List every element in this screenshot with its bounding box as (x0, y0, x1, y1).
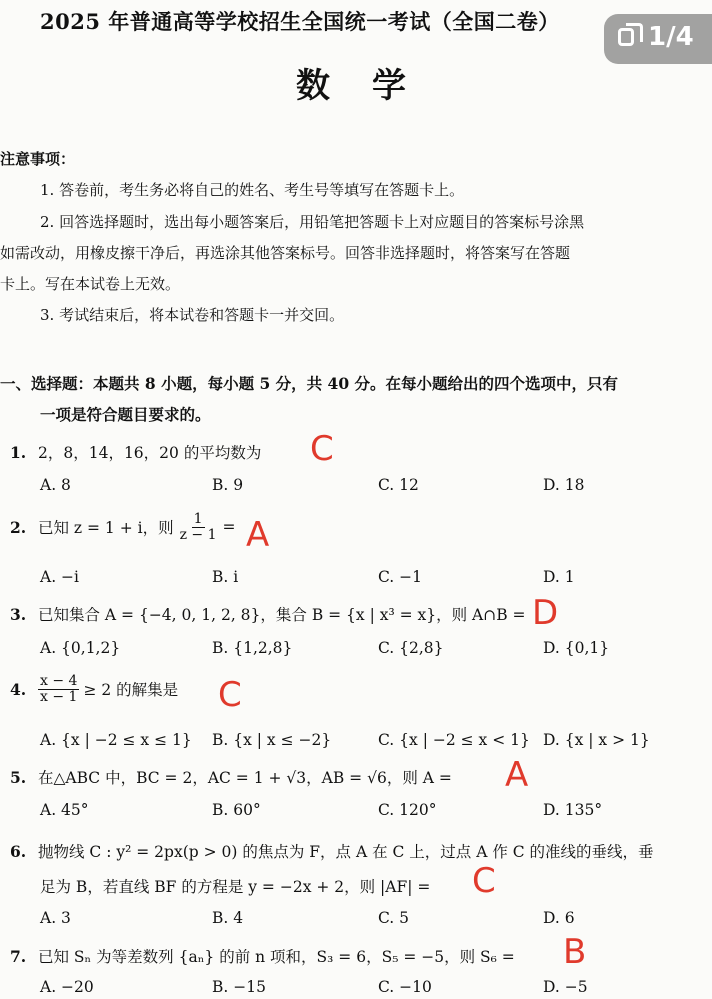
answer-mark: C (218, 675, 242, 715)
answer-mark: C (472, 861, 496, 901)
page-indicator-text: 1/4 (648, 22, 694, 52)
option-c: C. {2,8} (378, 639, 444, 657)
option-a: A. −20 (40, 978, 94, 996)
question-text: 已知 Sₙ 为等差数列 {aₙ} 的前 n 项和，S₃ = 6，S₅ = −5，则 S₆ = (38, 948, 515, 966)
question-number: 1. (10, 443, 27, 462)
fraction-numerator: x − 4 (40, 673, 78, 689)
question-6-cont: 足为 B，若直线 BF 的方程是 y = −2x + 2，则 |AF| = (40, 878, 431, 896)
option-b: B. {x | x ≤ −2} (212, 731, 332, 749)
question-text: 在△ABC 中，BC = 2，AC = 1 + √3，AB = √6，则 A = (38, 769, 452, 787)
question-2 (10, 512, 236, 542)
question-4 (10, 674, 178, 704)
answer-mark: A (505, 755, 529, 795)
answer-mark: D (532, 593, 559, 633)
section-heading: 一、选择题：本题共 8 小题，每小题 5 分，共 40 分。在每小题给出的四个选项中，只有 (0, 374, 619, 393)
answer-mark: C (310, 429, 334, 469)
fraction (38, 674, 79, 704)
question-number: 2. (10, 517, 27, 537)
option-b: B. i (212, 568, 239, 586)
option-b: B. 60° (212, 801, 261, 819)
option-a: A. 8 (40, 476, 71, 494)
fraction-denominator: x − 1 (40, 688, 78, 705)
subject-title: 数学 (296, 66, 448, 106)
question-text: 已知 z = 1 + i，则 (38, 519, 174, 538)
option-b: B. {1,2,8} (212, 639, 293, 657)
option-d: D. 135° (543, 801, 603, 819)
question-number: 3. (10, 605, 27, 624)
option-c: C. {x | −2 ≤ x < 1} (378, 731, 530, 749)
option-a: A. {x | −2 ≤ x ≤ 1} (40, 731, 192, 749)
notice-line: 1. 答卷前，考生务必将自己的姓名、考生号等填写在答题卡上。 (40, 181, 465, 199)
answer-mark: B (563, 932, 587, 972)
exam-title: 2025 年普通高等学校招生全国统一考试（全国二卷） (40, 9, 560, 34)
question-number: 7. (10, 947, 27, 966)
option-d: D. −5 (543, 978, 588, 996)
option-d: D. {x | x > 1} (543, 731, 650, 749)
question-1 (10, 441, 261, 463)
notice-line: 2. 回答选择题时，选出每小题答案后，用铅笔把答题卡上对应题目的答案标号涂黑 (40, 213, 585, 231)
notice-heading: 注意事项： (0, 150, 76, 168)
option-c: C. 5 (378, 909, 410, 927)
option-d: D. 1 (543, 568, 575, 586)
question-text: 2，8，14，16，20 的平均数为 (38, 444, 262, 462)
option-b: B. 4 (212, 909, 244, 927)
question-number: 6. (10, 842, 27, 861)
option-b: B. −15 (212, 978, 266, 996)
answer-mark: A (246, 515, 270, 555)
fraction-numerator: 1 (193, 511, 203, 527)
option-b: B. 9 (212, 476, 244, 494)
fraction-denominator: z − 1 (179, 526, 217, 543)
option-c: C. −1 (378, 568, 423, 586)
option-a: A. 45° (40, 801, 89, 819)
pages-icon (618, 28, 634, 46)
option-c: C. 120° (378, 801, 437, 819)
question-text: 抛物线 C : y² = 2px(p > 0) 的焦点为 F，点 A 在 C 上，过点 A 作 C 的准线的垂线，垂 (38, 843, 654, 861)
notice-line: 如需改动，用橡皮擦干净后，再选涂其他答案标号。回答非选择题时，将答案写在答题 (0, 244, 571, 262)
option-d: D. {0,1} (543, 639, 610, 657)
option-c: C. 12 (378, 476, 419, 494)
option-d: D. 6 (543, 909, 575, 927)
question-7 (10, 945, 515, 967)
question-number: 5. (10, 768, 27, 787)
question-6 (10, 840, 654, 862)
question-text-tail: = (222, 518, 236, 537)
notice-line: 3. 考试结束后，将本试卷和答题卡一并交回。 (40, 306, 345, 324)
fraction (178, 512, 219, 542)
question-text: 已知集合 A = {−4, 0, 1, 2, 8}，集合 B = {x | x³ = x}，则 A∩B = (38, 606, 526, 624)
option-a: A. 3 (40, 909, 71, 927)
option-a: A. {0,1,2} (40, 639, 121, 657)
question-3 (10, 603, 526, 625)
question-number: 4. (10, 679, 27, 699)
section-heading-cont: 一项是符合题目要求的。 (40, 405, 211, 424)
option-c: C. −10 (378, 978, 432, 996)
question-5 (10, 766, 452, 788)
page-indicator-badge[interactable] (604, 14, 712, 64)
option-a: A. −i (40, 568, 79, 586)
notice-line: 卡上。写在本试卷上无效。 (0, 275, 181, 293)
option-d: D. 18 (543, 476, 585, 494)
question-text-tail: ≥ 2 的解集是 (83, 681, 179, 700)
